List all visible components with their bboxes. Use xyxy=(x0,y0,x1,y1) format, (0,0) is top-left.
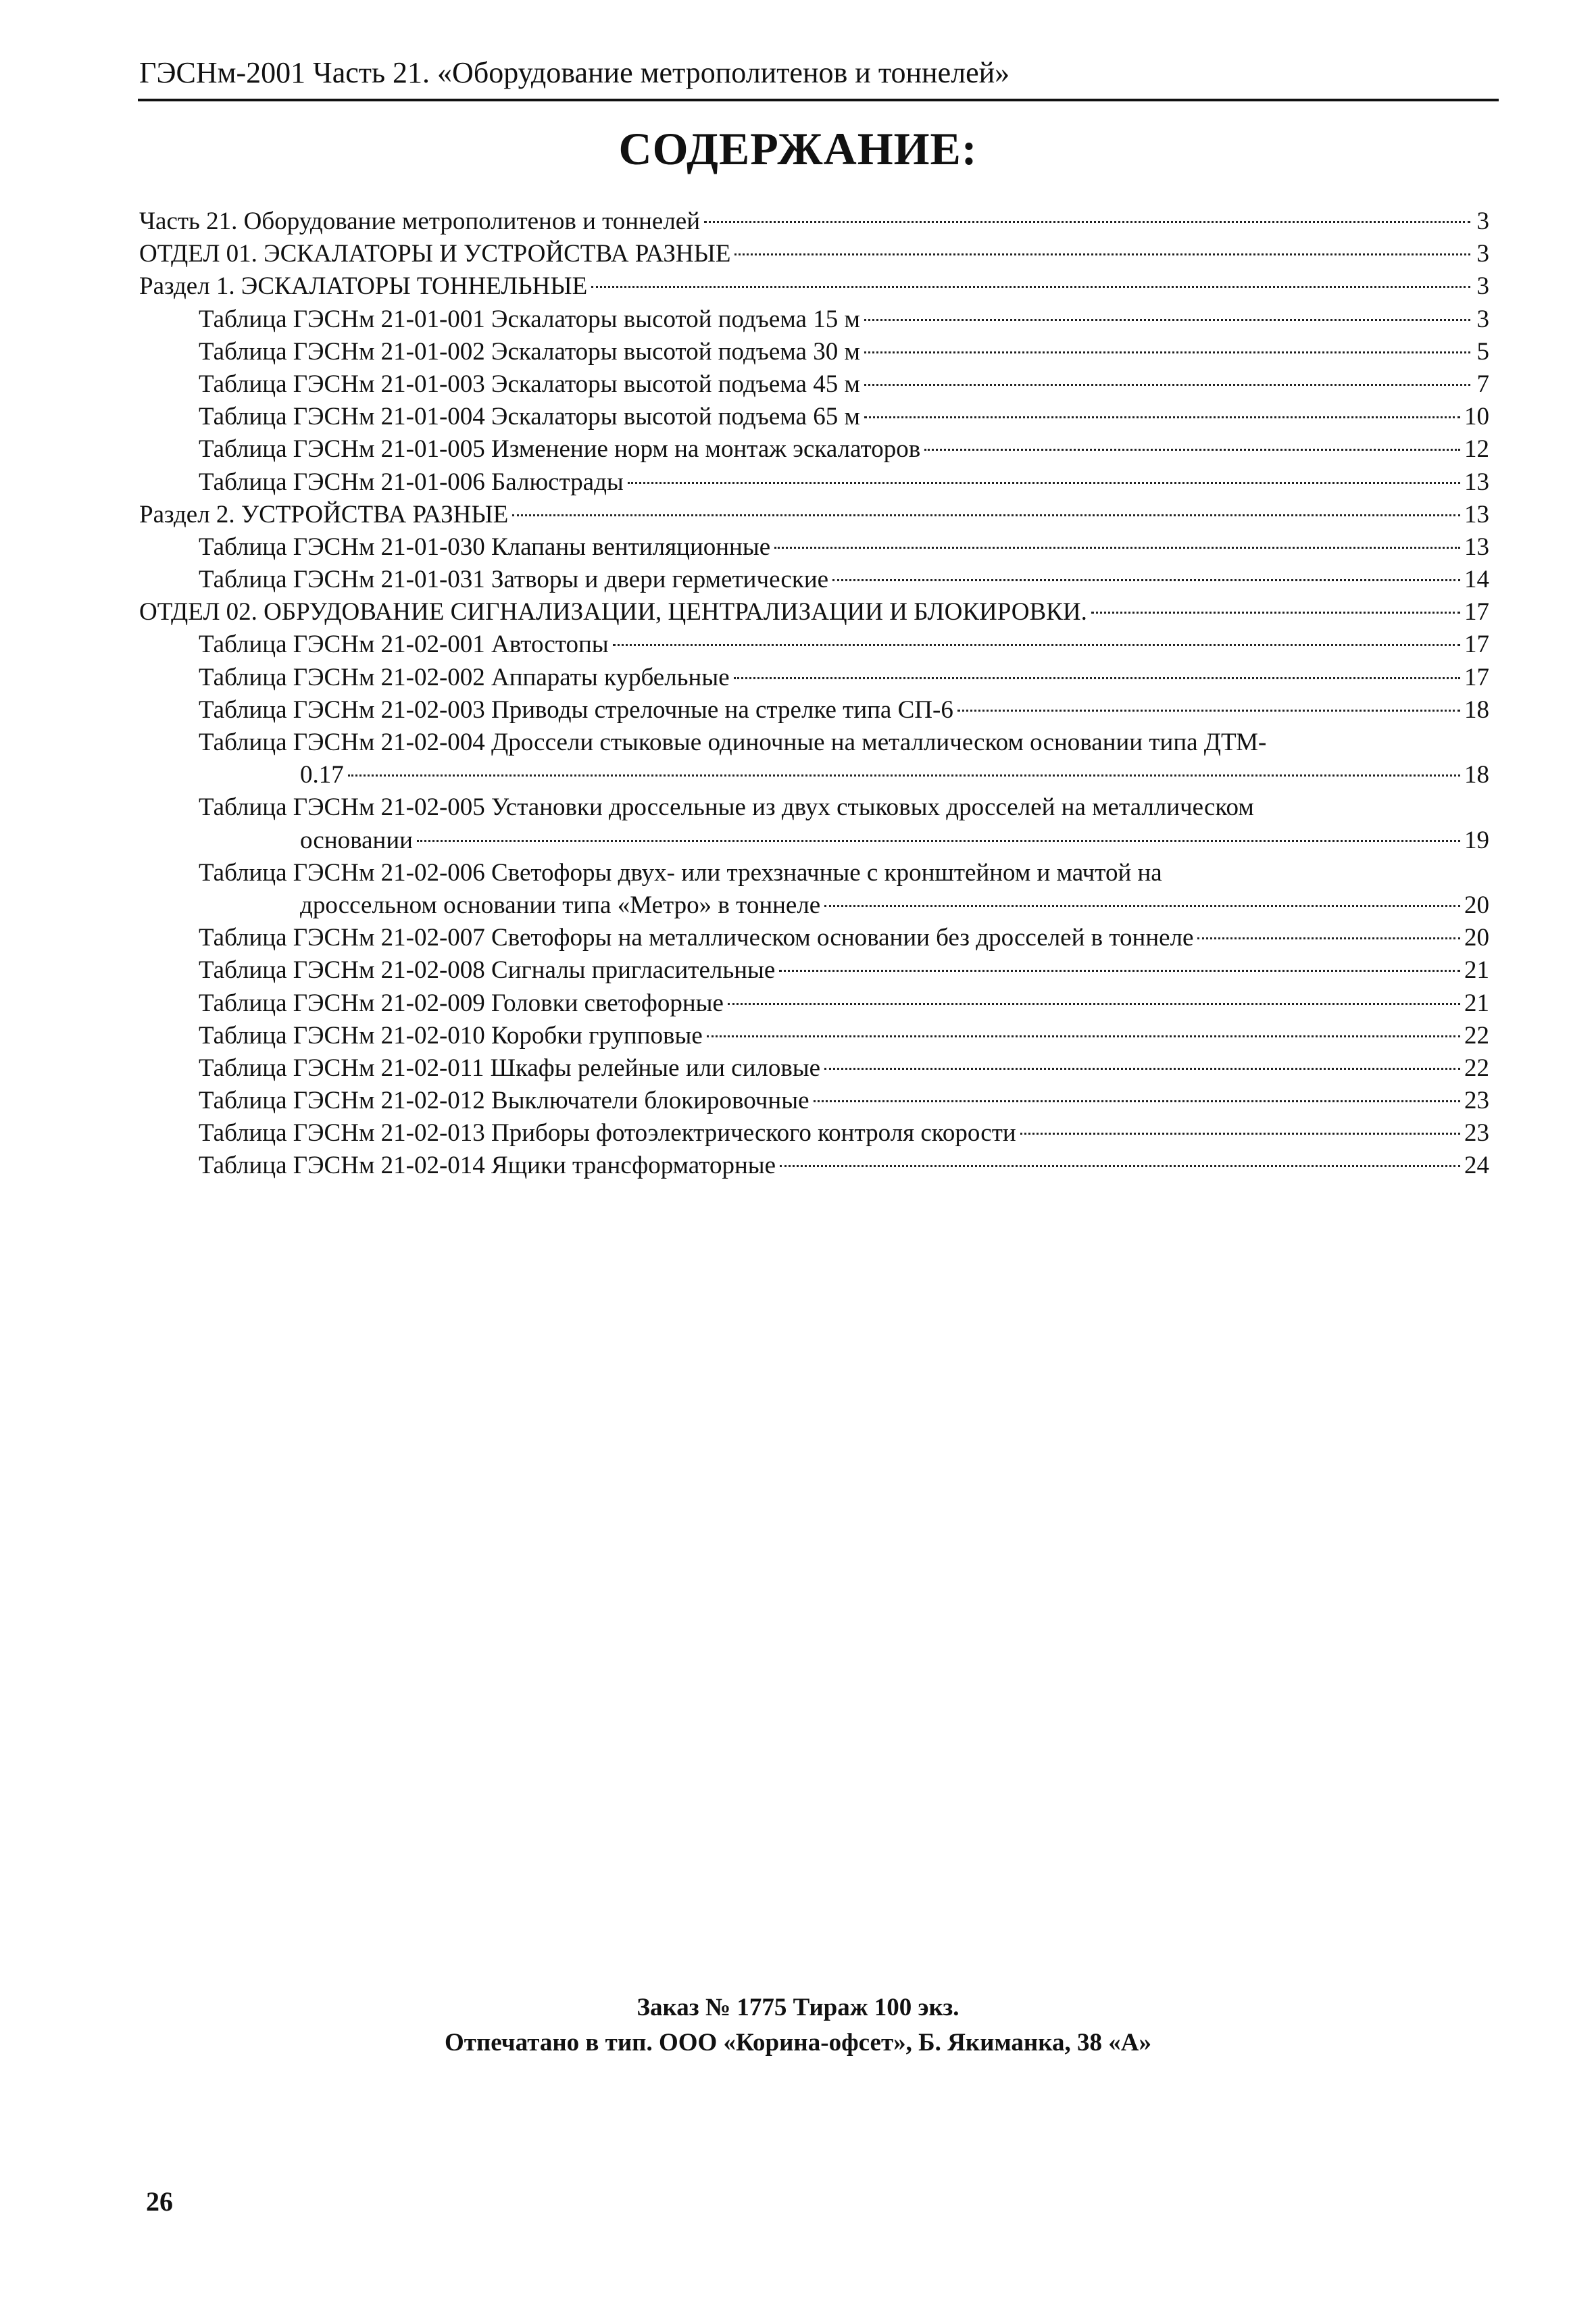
toc-entry-page: 17 xyxy=(1464,598,1489,626)
toc-entry-text: Таблица ГЭСНм 21-02-004 Дроссели стыковые одиночные на металлическом основании типа ДТМ- xyxy=(199,729,1267,756)
toc-entry[interactable] xyxy=(139,1117,1489,1150)
toc-entry-page: 12 xyxy=(1464,435,1489,464)
toc-entry[interactable] xyxy=(139,1150,1489,1182)
toc-entry[interactable] xyxy=(139,499,1489,531)
dot-leader xyxy=(864,384,1470,386)
dot-leader xyxy=(864,416,1460,418)
toc-entry-text: Таблица ГЭСНм 21-02-007 Светофоры на металлическом основании без дросселей в тоннеле xyxy=(199,924,1194,952)
toc-entry[interactable] xyxy=(139,336,1489,368)
toc-entry-page: 21 xyxy=(1464,956,1489,985)
toc-entry-text: Часть 21. Оборудование метрополитенов и тоннелей xyxy=(139,207,701,235)
toc-entry-text: Раздел 1. ЭСКАЛАТОРЫ ТОННЕЛЬНЫЕ xyxy=(139,272,588,301)
dot-leader xyxy=(707,1035,1460,1037)
toc-entry[interactable] xyxy=(139,303,1489,336)
toc-entry-text: Таблица ГЭСНм 21-01-030 Клапаны вентиляционные xyxy=(199,533,771,561)
toc-entry[interactable] xyxy=(139,694,1489,727)
toc-entry-text: Таблица ГЭСНм 21-01-006 Балюстрады xyxy=(199,468,624,496)
toc-entry-text: Таблица ГЭСНм 21-02-002 Аппараты курбельные xyxy=(199,663,730,691)
toc-entry-text: Таблица ГЭСНм 21-02-005 Установки дроссельные из двух стыковых дросселей на металлическом xyxy=(199,793,1254,822)
dot-leader xyxy=(824,1068,1460,1070)
toc-entry-text: Таблица ГЭСНм 21-01-004 Эскалаторы высотой подъема 65 м xyxy=(199,403,860,431)
toc-entry[interactable] xyxy=(139,401,1489,433)
toc-entry-text: Таблица ГЭСНм 21-02-014 Ящики трансформаторные xyxy=(199,1152,776,1180)
toc-entry-page: 20 xyxy=(1464,924,1489,952)
toc-entry-text: Таблица ГЭСНм 21-02-006 Светофоры двух- или трехзначные с кронштейном и мачтой на xyxy=(199,858,1162,887)
dot-leader xyxy=(924,449,1460,451)
toc-entry-text: Таблица ГЭСНм 21-02-009 Головки светофорные xyxy=(199,989,724,1017)
toc-entry-page: 5 xyxy=(1476,337,1489,366)
toc-entry[interactable] xyxy=(139,238,1489,270)
toc-entry-continuation: дроссельном основании типа «Метро» в тоннеле xyxy=(300,891,821,919)
dot-leader xyxy=(512,514,1460,516)
toc-entry-text: Таблица ГЭСНм 21-01-005 Изменение норм на монтаж эскалаторов xyxy=(199,435,921,464)
dot-leader xyxy=(824,905,1460,907)
toc-entry-text: Таблица ГЭСНм 21-02-013 Приборы фотоэлектрического контроля скорости xyxy=(199,1119,1016,1148)
toc-entry[interactable] xyxy=(139,596,1489,629)
toc-entry-page: 3 xyxy=(1476,240,1489,268)
toc-entry-continuation: 0.17 xyxy=(300,761,344,789)
toc-entry-page: 21 xyxy=(1464,989,1489,1017)
toc-entry[interactable] xyxy=(139,1020,1489,1052)
dot-leader xyxy=(864,319,1470,321)
toc-entry-text: ОТДЕЛ 02. ОБРУДОВАНИЕ СИГНАЛИЗАЦИИ, ЦЕНТРАЛИЗАЦИИ И БЛОКИРОВКИ. xyxy=(139,598,1087,626)
dot-leader xyxy=(779,970,1460,972)
dot-leader xyxy=(832,579,1460,581)
dot-leader xyxy=(1197,937,1460,939)
toc-entry-text: Таблица ГЭСНм 21-01-001 Эскалаторы высотой подъема 15 м xyxy=(199,305,860,333)
toc-entry[interactable] xyxy=(139,466,1489,499)
toc-entry-page: 19 xyxy=(1464,826,1489,854)
toc-entry-page: 20 xyxy=(1464,891,1489,919)
toc-entry[interactable] xyxy=(139,564,1489,596)
dot-leader xyxy=(774,547,1460,549)
toc-entry-text: Таблица ГЭСНм 21-01-002 Эскалаторы высотой подъема 30 м xyxy=(199,337,860,366)
dot-leader xyxy=(728,1003,1460,1005)
toc-entry-page: 18 xyxy=(1464,695,1489,724)
dot-leader xyxy=(613,644,1460,646)
toc-entry-text: Таблица ГЭСНм 21-02-012 Выключатели блокировочные xyxy=(199,1087,809,1115)
toc-entry[interactable] xyxy=(139,270,1489,303)
toc-entry-page: 17 xyxy=(1464,631,1489,659)
toc-entry-continuation: основании xyxy=(300,826,413,854)
toc-entry-page: 3 xyxy=(1476,207,1489,235)
toc-entry-page: 18 xyxy=(1464,761,1489,789)
toc-entry-page: 13 xyxy=(1464,533,1489,561)
toc-entry[interactable] xyxy=(139,1052,1489,1085)
toc-entry[interactable] xyxy=(139,922,1489,954)
toc-entry-page: 24 xyxy=(1464,1152,1489,1180)
printer-imprint-line: Отпечатано в тип. ООО «Корина-офсет», Б. Якиманка, 38 «А» xyxy=(445,2029,1151,2057)
dot-leader xyxy=(864,351,1470,353)
toc-entry[interactable] xyxy=(139,857,1489,922)
dot-leader xyxy=(348,774,1460,777)
toc-entry-page: 14 xyxy=(1464,566,1489,594)
toc-entry-text: Таблица ГЭСНм 21-01-031 Затворы и двери герметические xyxy=(199,566,829,594)
dot-leader xyxy=(734,677,1460,679)
dot-leader xyxy=(814,1100,1460,1102)
toc-entry[interactable] xyxy=(139,629,1489,661)
toc-entry-page: 13 xyxy=(1464,468,1489,496)
dot-leader xyxy=(1091,612,1460,614)
dot-leader xyxy=(628,482,1460,484)
toc-entry-text: Таблица ГЭСНм 21-01-003 Эскалаторы высотой подъема 45 м xyxy=(199,370,860,398)
toc-entry-text: Раздел 2. УСТРОЙСТВА РАЗНЫЕ xyxy=(139,500,509,528)
toc-entry-page: 17 xyxy=(1464,663,1489,691)
toc-entry[interactable] xyxy=(139,531,1489,564)
toc-entry-page: 22 xyxy=(1464,1021,1489,1050)
toc-entry-page: 3 xyxy=(1476,305,1489,333)
toc-entry-text: Таблица ГЭСНм 21-02-001 Автостопы xyxy=(199,631,609,659)
dot-leader xyxy=(704,221,1470,223)
toc-entry-page: 10 xyxy=(1464,403,1489,431)
running-header: ГЭСНм-2001 Часть 21. «Оборудование метрополитенов и тоннелей» xyxy=(139,56,1010,89)
toc-entry[interactable] xyxy=(139,662,1489,694)
toc-entry-text: Таблица ГЭСНм 21-02-008 Сигналы пригласительные xyxy=(199,956,776,985)
toc-entry[interactable] xyxy=(139,954,1489,987)
dot-leader xyxy=(734,253,1470,255)
page-title: СОДЕРЖАНИЕ: xyxy=(618,123,978,174)
print-order-line: Заказ № 1775 Тираж 100 экз. xyxy=(637,1994,959,2021)
toc-entry-page: 3 xyxy=(1476,272,1489,301)
toc-entry[interactable] xyxy=(139,1085,1489,1117)
dot-leader xyxy=(957,710,1460,712)
dot-leader xyxy=(1020,1133,1460,1135)
toc-entry-page: 7 xyxy=(1476,370,1489,398)
toc-entry[interactable] xyxy=(139,791,1489,856)
dot-leader xyxy=(417,840,1460,842)
page-number: 26 xyxy=(146,2186,173,2217)
toc-entry-page: 23 xyxy=(1464,1087,1489,1115)
toc-entry-text: ОТДЕЛ 01. ЭСКАЛАТОРЫ И УСТРОЙСТВА РАЗНЫЕ xyxy=(139,240,731,268)
toc-entry[interactable] xyxy=(139,727,1489,791)
dot-leader xyxy=(780,1165,1460,1167)
toc-entry-text: Таблица ГЭСНм 21-02-003 Приводы стрелочные на стрелке типа СП-6 xyxy=(199,695,953,724)
toc-entry-page: 23 xyxy=(1464,1119,1489,1148)
toc-entry-page: 13 xyxy=(1464,500,1489,528)
dot-leader xyxy=(591,286,1470,288)
toc-entry[interactable] xyxy=(139,205,1489,238)
toc-entry[interactable] xyxy=(139,433,1489,466)
toc-entry-page: 22 xyxy=(1464,1054,1489,1082)
toc-entry[interactable] xyxy=(139,368,1489,401)
header-rule xyxy=(138,99,1499,101)
toc-entry-text: Таблица ГЭСНм 21-02-011 Шкафы релейные или силовые xyxy=(199,1054,821,1082)
table-of-contents xyxy=(139,205,1489,1183)
toc-entry-text: Таблица ГЭСНм 21-02-010 Коробки групповые xyxy=(199,1021,703,1050)
toc-entry[interactable] xyxy=(139,987,1489,1020)
